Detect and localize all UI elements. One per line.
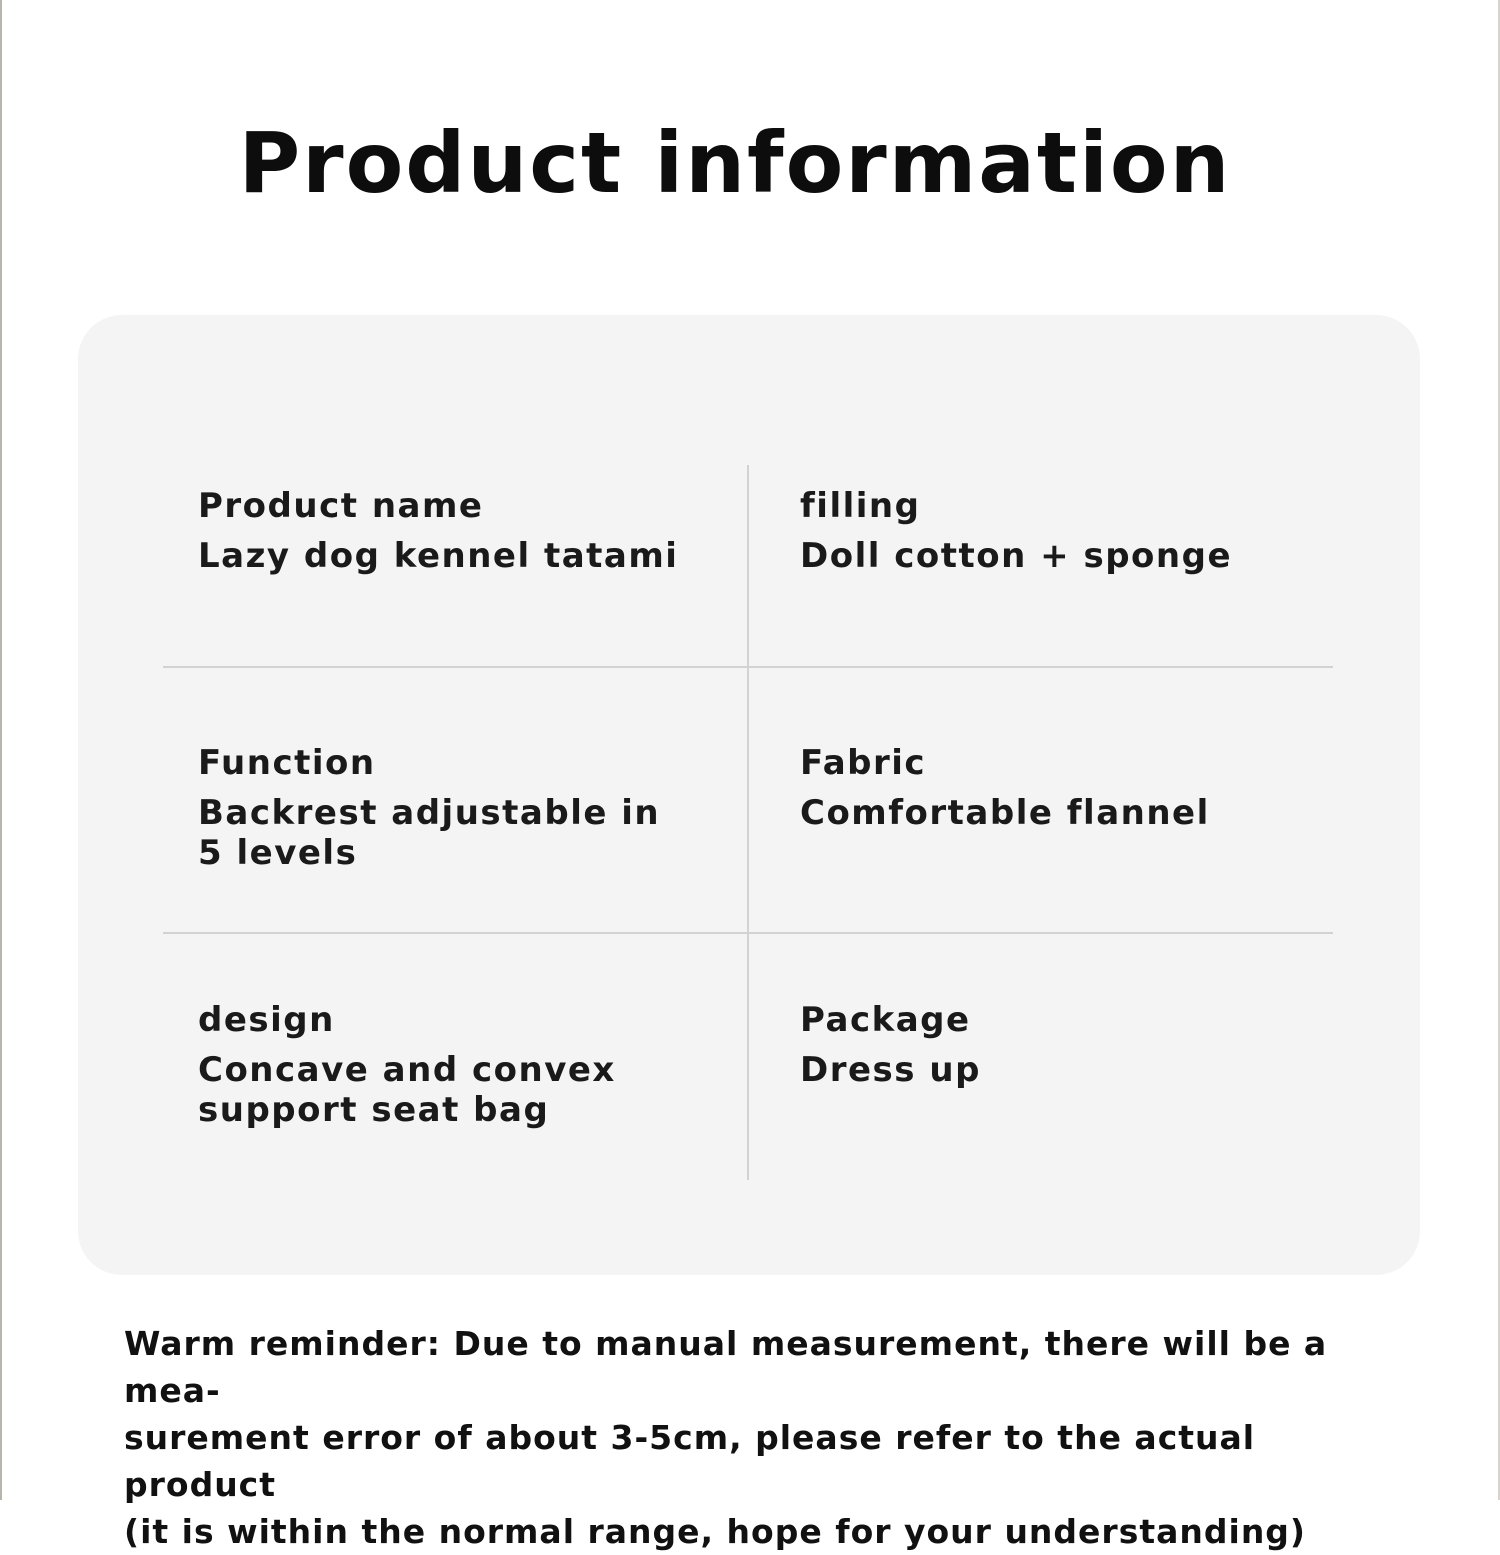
info-value: Comfortable flannel [800,793,1210,833]
info-cell-filling [800,483,1300,576]
info-value: Lazy dog kennel tatami [198,536,679,576]
horizontal-divider-1 [163,666,1333,668]
info-value: Dress up [800,1050,981,1090]
info-value: Concave and convex support seat bag [198,1050,616,1130]
info-label: design [198,1000,335,1040]
info-cell-product-name [198,483,698,576]
info-cell-fabric [800,740,1300,833]
horizontal-divider-2 [163,932,1333,934]
info-cell-package [800,997,1300,1090]
page-title: Product information [238,114,1232,212]
info-label: Function [198,743,376,783]
warm-reminder-note [124,1320,1394,1555]
info-label: Package [800,1000,971,1040]
info-label: filling [800,486,921,526]
info-cell-design [198,997,698,1130]
info-value: Backrest adjustable in 5 levels [198,793,661,873]
info-cell-function [198,740,698,873]
reminder-line: Warm reminder: Due to manual measurement, there will be a mea- [124,1324,1328,1410]
reminder-line: surement error of about 3-5cm, please refer to the actual product [124,1418,1256,1504]
reminder-line: (it is within the normal range, hope for your understanding) [124,1512,1307,1551]
info-value: Doll cotton + sponge [800,536,1233,576]
vertical-divider [747,465,749,1180]
info-label: Product name [198,486,484,526]
left-edge-border [0,0,2,1500]
info-label: Fabric [800,743,927,783]
product-info-card [78,315,1420,1275]
